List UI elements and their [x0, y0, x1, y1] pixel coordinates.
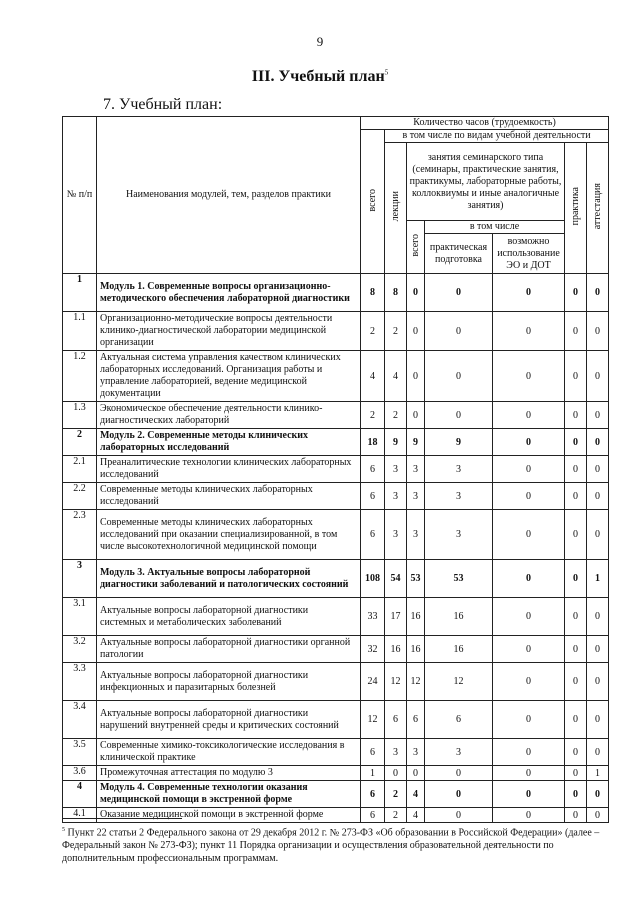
row-number: 2 [63, 429, 97, 456]
cell-total: 108 [361, 560, 385, 598]
cell-attest: 0 [587, 663, 609, 701]
cell-total: 2 [361, 312, 385, 351]
row-number: 1.3 [63, 402, 97, 429]
table-row [63, 739, 609, 766]
cell-sem-total: 3 [407, 456, 425, 483]
cell-total: 6 [361, 510, 385, 560]
row-title: Организационно-методические вопросы деятельности клинико-диагностической лаборатории медицинской организации [97, 312, 361, 351]
cell-practice: 0 [565, 598, 587, 636]
cell-practice: 0 [565, 663, 587, 701]
cell-attest: 0 [587, 636, 609, 663]
cell-practice: 0 [565, 483, 587, 510]
cell-attest: 0 [587, 781, 609, 808]
cell-lectures: 2 [385, 781, 407, 808]
cell-total: 6 [361, 781, 385, 808]
cell-eo: 0 [493, 456, 565, 483]
module-row [63, 429, 609, 456]
section-title-text: III. Учебный план [251, 68, 385, 85]
cell-practice: 0 [565, 429, 587, 456]
cell-practical: 0 [425, 781, 493, 808]
row-title: Экономическое обеспечение деятельности клинико-диагностических лабораторий [97, 402, 361, 429]
cell-lectures: 3 [385, 483, 407, 510]
cell-practice: 0 [565, 456, 587, 483]
module-row [63, 274, 609, 312]
row-title: Актуальная система управления качеством клинических лабораторных исследований. Организация работы и управление лабораторией, ведение медицинской документации [97, 351, 361, 402]
cell-practical: 9 [425, 429, 493, 456]
row-number: 1.1 [63, 312, 97, 351]
cell-lectures: 12 [385, 663, 407, 701]
cell-lectures: 6 [385, 701, 407, 739]
cell-sem-total: 53 [407, 560, 425, 598]
cell-eo: 0 [493, 483, 565, 510]
cell-sem-total: 16 [407, 636, 425, 663]
header-practical-training: практическая подготовка [425, 234, 493, 274]
cell-practical: 0 [425, 274, 493, 312]
row-title: Современные методы клинических лабораторных исследований [97, 483, 361, 510]
cell-practice: 0 [565, 402, 587, 429]
cell-total: 33 [361, 598, 385, 636]
row-number: 3.4 [63, 701, 97, 739]
cell-lectures: 9 [385, 429, 407, 456]
cell-total: 32 [361, 636, 385, 663]
table-row [63, 808, 609, 823]
row-title: Актуальные вопросы лабораторной диагностики системных и метаболических заболеваний [97, 598, 361, 636]
cell-eo: 0 [493, 402, 565, 429]
row-number: 3 [63, 560, 97, 598]
cell-practical: 0 [425, 402, 493, 429]
cell-total: 12 [361, 701, 385, 739]
cell-attest: 0 [587, 510, 609, 560]
footnote-divider [62, 818, 182, 819]
table-row [63, 701, 609, 739]
row-title: Современные химико-токсикологические исследования в клинической практике [97, 739, 361, 766]
cell-sem-total: 12 [407, 663, 425, 701]
header-hours: Количество часов (трудоемкость) [361, 117, 609, 130]
cell-sem-total: 3 [407, 483, 425, 510]
cell-practice: 0 [565, 808, 587, 823]
footnote-mark: 5 [62, 827, 65, 833]
cell-lectures: 2 [385, 808, 407, 823]
cell-practical: 3 [425, 739, 493, 766]
cell-eo: 0 [493, 312, 565, 351]
cell-lectures: 2 [385, 402, 407, 429]
cell-practical: 16 [425, 598, 493, 636]
header-seminar-total: всего [407, 221, 425, 274]
cell-eo: 0 [493, 739, 565, 766]
cell-eo: 0 [493, 560, 565, 598]
header-lectures: лекции [385, 143, 407, 274]
table-row [63, 766, 609, 781]
table-row [63, 312, 609, 351]
cell-practical: 3 [425, 510, 493, 560]
cell-attest: 0 [587, 456, 609, 483]
cell-sem-total: 4 [407, 781, 425, 808]
cell-total: 24 [361, 663, 385, 701]
cell-total: 2 [361, 402, 385, 429]
cell-eo: 0 [493, 598, 565, 636]
cell-practical: 12 [425, 663, 493, 701]
cell-attest: 0 [587, 351, 609, 402]
cell-total: 18 [361, 429, 385, 456]
cell-sem-total: 6 [407, 701, 425, 739]
cell-eo: 0 [493, 808, 565, 823]
cell-total: 6 [361, 483, 385, 510]
header-attestation: аттестация [587, 143, 609, 274]
header-practice: практика [565, 143, 587, 274]
curriculum-table-body [63, 274, 609, 823]
row-title: Модуль 2. Современные методы клинических лабораторных исследований [97, 429, 361, 456]
cell-practice: 0 [565, 312, 587, 351]
cell-practice: 0 [565, 510, 587, 560]
header-name: Наименования модулей, тем, разделов практики [97, 117, 361, 274]
cell-sem-total: 3 [407, 739, 425, 766]
cell-eo: 0 [493, 766, 565, 781]
header-total: всего [361, 130, 385, 274]
cell-total: 1 [361, 766, 385, 781]
cell-practice: 0 [565, 766, 587, 781]
cell-eo: 0 [493, 636, 565, 663]
cell-practice: 0 [565, 274, 587, 312]
cell-sem-total: 0 [407, 351, 425, 402]
cell-eo: 0 [493, 274, 565, 312]
cell-lectures: 3 [385, 456, 407, 483]
cell-attest: 0 [587, 598, 609, 636]
cell-practical: 53 [425, 560, 493, 598]
cell-lectures: 0 [385, 766, 407, 781]
cell-practice: 0 [565, 701, 587, 739]
cell-sem-total: 9 [407, 429, 425, 456]
module-row [63, 560, 609, 598]
table-row [63, 402, 609, 429]
cell-attest: 0 [587, 429, 609, 456]
row-title: Модуль 1. Современные вопросы организационно-методического обеспечения лабораторной диагностики [97, 274, 361, 312]
subheading: 7. Учебный план: [103, 96, 223, 113]
row-number: 2.2 [63, 483, 97, 510]
cell-lectures: 54 [385, 560, 407, 598]
table-row [63, 598, 609, 636]
table-row [63, 636, 609, 663]
row-title: Актуальные вопросы лабораторной диагностики нарушений внутренней среды и критических состояний [97, 701, 361, 739]
row-title: Актуальные вопросы лабораторной диагностики инфекционных и паразитарных болезней [97, 663, 361, 701]
row-number: 3.3 [63, 663, 97, 701]
cell-practice: 0 [565, 351, 587, 402]
cell-total: 4 [361, 351, 385, 402]
cell-eo: 0 [493, 663, 565, 701]
cell-attest: 1 [587, 560, 609, 598]
cell-lectures: 3 [385, 739, 407, 766]
header-eo-dot: возможно использование ЭО и ДОТ [493, 234, 565, 274]
cell-attest: 1 [587, 766, 609, 781]
cell-lectures: 2 [385, 312, 407, 351]
cell-lectures: 8 [385, 274, 407, 312]
cell-attest: 0 [587, 483, 609, 510]
cell-sem-total: 4 [407, 808, 425, 823]
cell-practical: 0 [425, 808, 493, 823]
cell-practice: 0 [565, 781, 587, 808]
cell-lectures: 4 [385, 351, 407, 402]
cell-attest: 0 [587, 312, 609, 351]
header-including: в том числе [425, 221, 565, 234]
footnote [62, 824, 612, 865]
cell-sem-total: 0 [407, 402, 425, 429]
row-number: 3.2 [63, 636, 97, 663]
row-title: Промежуточная аттестация по модулю 3 [97, 766, 361, 781]
row-title: Оказание медицинской помощи в экстренной форме [97, 808, 361, 823]
cell-eo: 0 [493, 429, 565, 456]
section-title-footnote-ref: 5 [384, 68, 389, 77]
row-number: 2.1 [63, 456, 97, 483]
cell-lectures: 17 [385, 598, 407, 636]
cell-attest: 0 [587, 701, 609, 739]
cell-practice: 0 [565, 739, 587, 766]
cell-sem-total: 16 [407, 598, 425, 636]
cell-total: 6 [361, 456, 385, 483]
row-number: 1.2 [63, 351, 97, 402]
cell-total: 6 [361, 739, 385, 766]
header-num: № п/п [63, 117, 97, 274]
table-row [63, 351, 609, 402]
cell-eo: 0 [493, 781, 565, 808]
cell-practical: 0 [425, 766, 493, 781]
row-number: 1 [63, 274, 97, 312]
cell-total: 6 [361, 808, 385, 823]
row-title: Модуль 4. Современные технологии оказания медицинской помощи в экстренной форме [97, 781, 361, 808]
row-title: Модуль 3. Актуальные вопросы лабораторной диагностики заболеваний и патологических состояний [97, 560, 361, 598]
cell-practical: 0 [425, 312, 493, 351]
curriculum-table [62, 116, 609, 823]
cell-sem-total: 0 [407, 312, 425, 351]
cell-total: 8 [361, 274, 385, 312]
footnote-text: Пункт 22 статьи 2 Федерального закона от 29 декабря 2012 г. № 273-ФЗ «Об образовании в Российской Федерации» (далее – Федеральный закон № 273-ФЗ); пункт 11 Порядка организации и осуществления образовательной деятельности по дополнительным профессиональным программам. [62, 827, 600, 865]
row-number: 4 [63, 781, 97, 808]
cell-practice: 0 [565, 636, 587, 663]
cell-attest: 0 [587, 274, 609, 312]
table-row [63, 663, 609, 701]
cell-attest: 0 [587, 808, 609, 823]
table-row [63, 483, 609, 510]
row-number: 3.1 [63, 598, 97, 636]
row-title: Преаналитические технологии клинических лабораторных исследований [97, 456, 361, 483]
cell-eo: 0 [493, 510, 565, 560]
row-number: 3.6 [63, 766, 97, 781]
cell-practical: 3 [425, 483, 493, 510]
cell-lectures: 3 [385, 510, 407, 560]
cell-practical: 3 [425, 456, 493, 483]
row-number: 2.3 [63, 510, 97, 560]
section-title [0, 68, 640, 86]
row-title: Современные методы клинических лабораторных исследований при оказании специализированной, в том числе высокотехнологичной медицинской помощи [97, 510, 361, 560]
cell-sem-total: 3 [407, 510, 425, 560]
header-by-type: в том числе по видам учебной деятельности [385, 130, 609, 143]
cell-practical: 6 [425, 701, 493, 739]
cell-practical: 16 [425, 636, 493, 663]
module-row [63, 781, 609, 808]
cell-practice: 0 [565, 560, 587, 598]
row-number: 4.1 [63, 808, 97, 823]
table-row [63, 510, 609, 560]
cell-eo: 0 [493, 701, 565, 739]
header-seminar: занятия семинарского типа (семинары, практические занятия, практикумы, лабораторные работы, коллоквиумы и иные аналогичные занятия) [407, 143, 565, 221]
cell-eo: 0 [493, 351, 565, 402]
table-row [63, 456, 609, 483]
cell-practical: 0 [425, 351, 493, 402]
cell-sem-total: 0 [407, 274, 425, 312]
page-number: 9 [316, 34, 324, 49]
cell-sem-total: 0 [407, 766, 425, 781]
row-title: Актуальные вопросы лабораторной диагностики органной патологии [97, 636, 361, 663]
cell-attest: 0 [587, 739, 609, 766]
row-number: 3.5 [63, 739, 97, 766]
cell-attest: 0 [587, 402, 609, 429]
cell-lectures: 16 [385, 636, 407, 663]
